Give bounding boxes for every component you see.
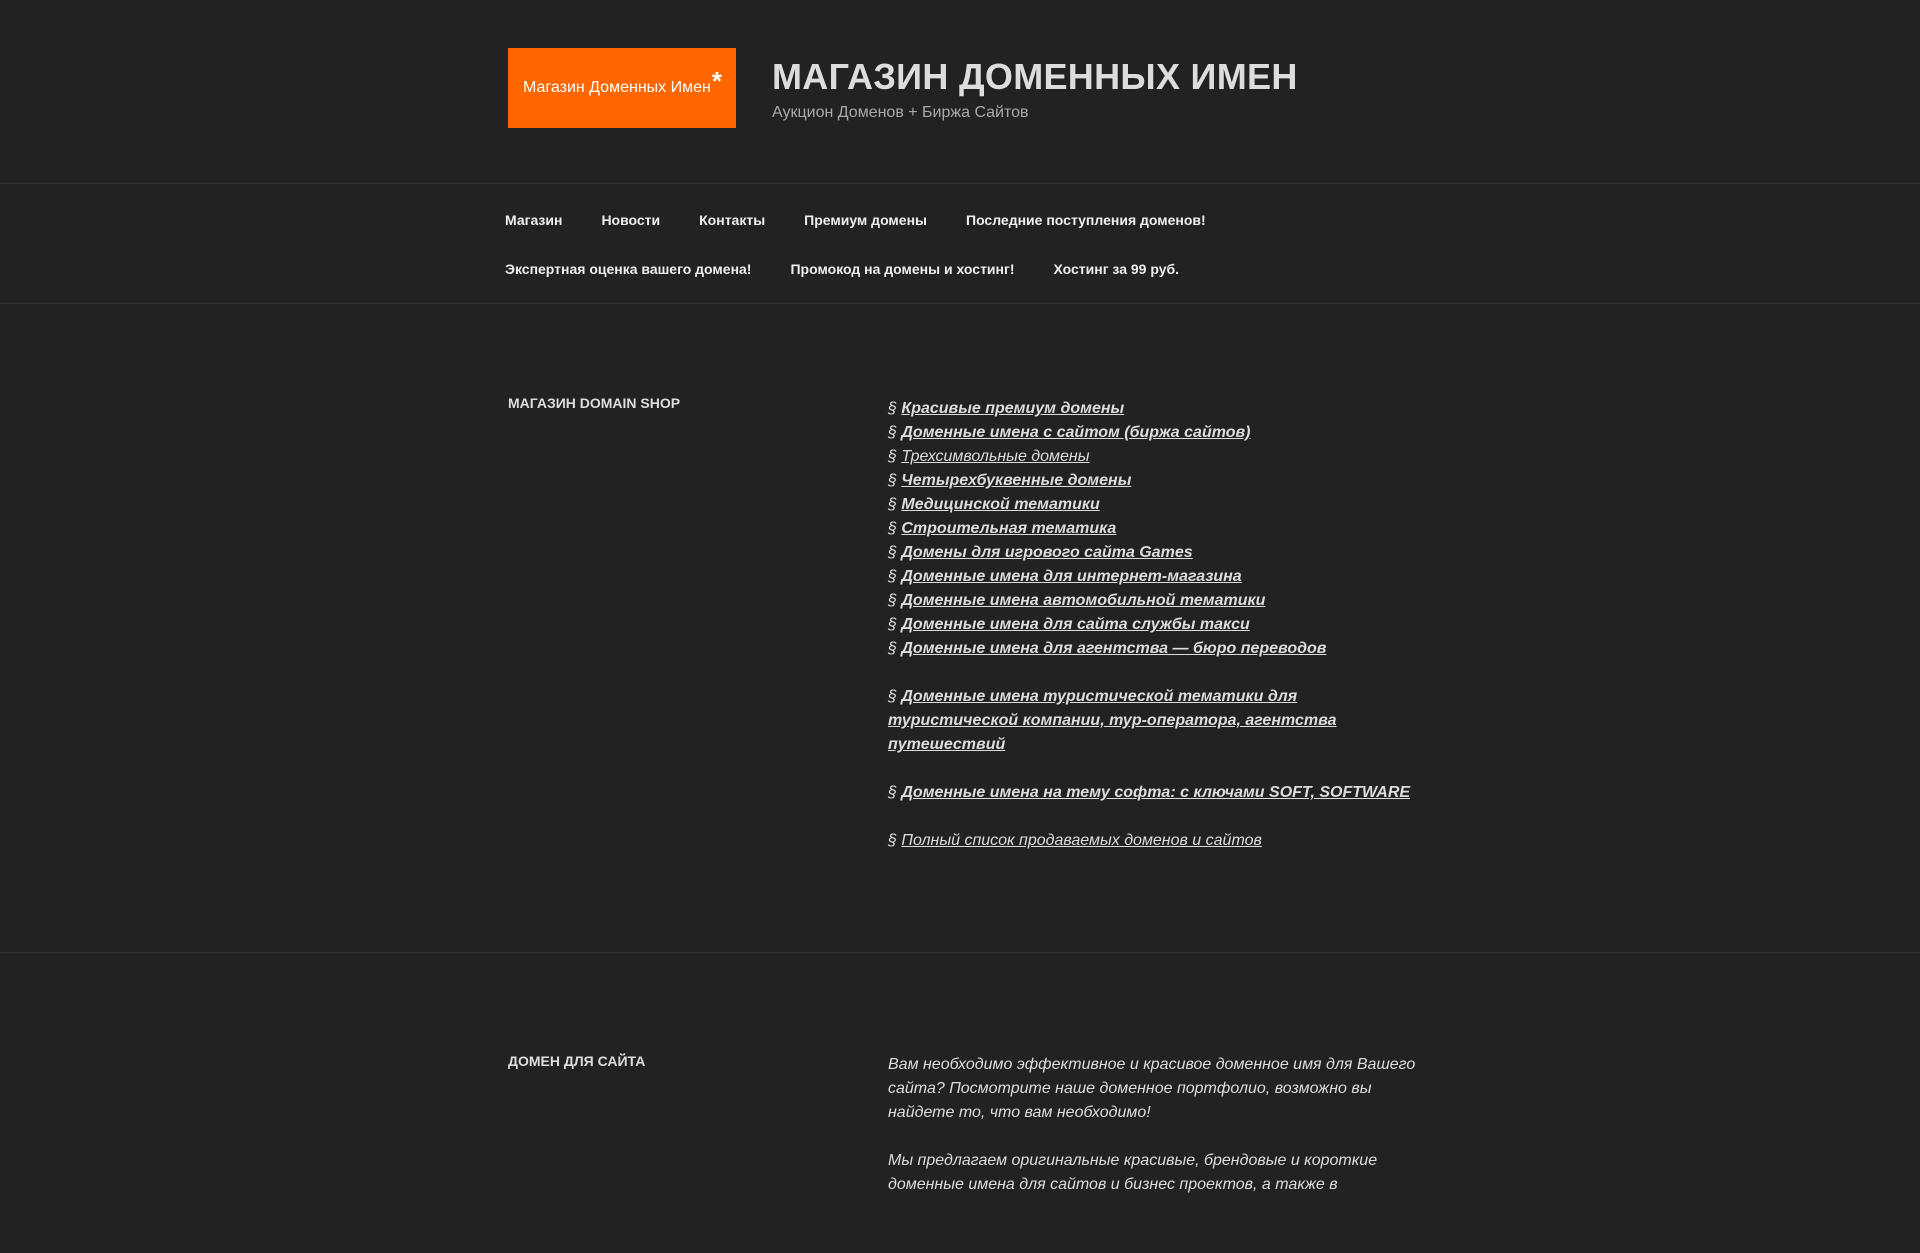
site-header: [0, 0, 1920, 184]
category-link[interactable]: Доменные имена на тему софта: с ключами SOFT, SOFTWARE: [901, 784, 1411, 801]
site-description: Аукцион Доменов + Биржа Сайтов: [772, 104, 1029, 121]
section-mark: §: [888, 640, 897, 657]
section-mark: §: [888, 544, 897, 561]
category-link[interactable]: Четырехбуквенные домены: [901, 472, 1132, 489]
list-item: [888, 517, 1428, 541]
list-item: [888, 637, 1428, 661]
paragraph: Мы предлагаем оригинальные красивые, брендовые и короткие доменные имена для сайтов и бизнес проектов, а также в: [888, 1152, 1378, 1193]
nav-row-1: [505, 212, 1206, 228]
category-link[interactable]: Доменные имена для интернет-магазина: [901, 568, 1242, 585]
domain-category-list: [888, 397, 1428, 853]
domain-panel-title: ДОМЕН ДЛЯ САЙТА: [508, 1053, 646, 1069]
list-item: [888, 565, 1428, 589]
section-mark: §: [888, 784, 897, 801]
list-item: [888, 589, 1428, 613]
category-link[interactable]: Доменные имена для сайта службы такси: [901, 616, 1250, 633]
list-item: [888, 613, 1428, 637]
domain-panel: [0, 953, 1920, 1253]
logo[interactable]: [508, 48, 736, 128]
section-mark: §: [888, 424, 897, 441]
logo-text: Магазин Доменных Имен: [523, 79, 711, 96]
category-link[interactable]: Трехсимвольные домены: [901, 448, 1090, 465]
main-navigation: [0, 184, 1920, 304]
nav-item-latest-domains[interactable]: Последние поступления доменов!: [966, 212, 1206, 228]
section-mark: §: [888, 400, 897, 417]
section-mark: §: [888, 568, 897, 585]
nav-item-expert-appraisal[interactable]: Экспертная оценка вашего домена!: [505, 261, 752, 277]
nav-item-shop[interactable]: Магазин: [505, 212, 563, 228]
list-item: [888, 829, 1428, 853]
list-item: [888, 397, 1428, 421]
list-item: [888, 421, 1428, 445]
section-mark: §: [888, 520, 897, 537]
site-title[interactable]: МАГАЗИН ДОМЕННЫХ ИМЕН: [772, 56, 1298, 97]
section-mark: §: [888, 472, 897, 489]
domain-description: [888, 1053, 1428, 1221]
nav-item-news[interactable]: Новости: [601, 212, 661, 228]
list-item: [888, 445, 1428, 469]
list-item: [888, 541, 1428, 565]
shop-panel-title: МАГАЗИН DOMAIN SHOP: [508, 395, 681, 411]
category-link[interactable]: Домены для игрового сайта Games: [901, 544, 1193, 561]
category-link[interactable]: Доменные имена туристической тематики для туристической компании, тур-оператора, агентства путешествий: [888, 688, 1337, 753]
section-mark: §: [888, 832, 897, 849]
section-mark: §: [888, 688, 897, 705]
shop-panel: [0, 304, 1920, 953]
logo-star-icon: *: [711, 66, 722, 96]
category-link[interactable]: Доменные имена с сайтом (биржа сайтов): [901, 424, 1251, 441]
list-item: [888, 493, 1428, 517]
nav-item-contacts[interactable]: Контакты: [699, 212, 766, 228]
nav-row-2: [505, 261, 1179, 277]
nav-item-hosting[interactable]: Хостинг за 99 руб.: [1053, 261, 1180, 277]
section-mark: §: [888, 496, 897, 513]
full-list-link[interactable]: Полный список продаваемых доменов и сайтов: [901, 832, 1262, 849]
category-link[interactable]: Доменные имена для агентства — бюро переводов: [901, 640, 1327, 657]
category-link[interactable]: Строительная тематика: [901, 520, 1117, 537]
category-link[interactable]: Красивые премиум домены: [901, 400, 1125, 417]
list-item: [888, 685, 1428, 757]
paragraph: Вам необходимо эффективное и красивое доменное имя для Вашего сайта? Посмотрите наше доменное портфолио, возможно вы найдете то, что вам необходимо!: [888, 1056, 1416, 1121]
list-item: [888, 469, 1428, 493]
section-mark: §: [888, 616, 897, 633]
category-link[interactable]: Доменные имена автомобильной тематики: [901, 592, 1266, 609]
nav-item-premium-domains[interactable]: Премиум домены: [804, 212, 927, 228]
nav-item-promo-code[interactable]: Промокод на домены и хостинг!: [790, 261, 1015, 277]
site-branding: [772, 56, 1298, 122]
category-link[interactable]: Медицинской тематики: [901, 496, 1100, 513]
section-mark: §: [888, 592, 897, 609]
list-item: [888, 781, 1428, 805]
section-mark: §: [888, 448, 897, 465]
